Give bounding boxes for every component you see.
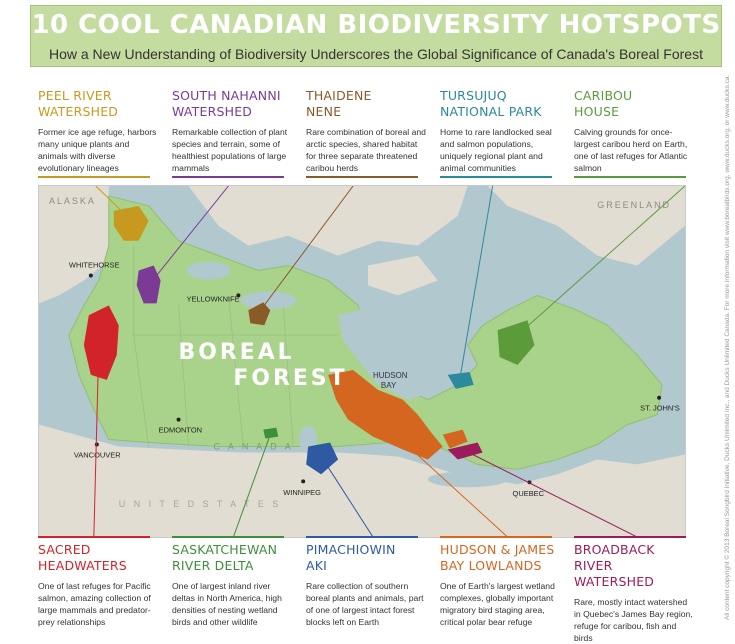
hotspot-saskatchewan-delta — [172, 542, 294, 628]
hotspot-description: One of last refuges for Pacific salmon, amazing collection of large mammals and predator-prey relationships — [38, 581, 151, 627]
hotspot-south-nahanni — [172, 88, 294, 174]
hotspot-sacred-headwaters — [38, 542, 160, 628]
hotspot-title — [172, 542, 294, 574]
title-line: THAIDENE — [306, 88, 372, 103]
city-dot — [177, 418, 181, 422]
title-line: SACRED — [38, 542, 91, 557]
title-line: RIVER DELTA — [172, 558, 254, 573]
header-banner — [30, 5, 722, 67]
city-vancouver: VANCOUVER — [73, 450, 121, 460]
title-line: CARIBOU — [574, 88, 633, 103]
divider — [574, 536, 686, 538]
hotspot-peel-river — [38, 88, 160, 174]
hotspot-description: Rare combination of boreal and arctic species, shared habitat for three separate threatened caribou herds — [306, 127, 426, 173]
page-title: 10 COOL CANADIAN BIODIVERSITY HOTSPOTS — [31, 10, 721, 40]
hotspot-title — [172, 88, 294, 120]
title-line: PEEL RIVER — [38, 88, 112, 103]
label-united-states: U N I T E D S T A T E S — [118, 499, 282, 510]
hotspot-pimachiowin-aki — [306, 542, 428, 628]
title-line: WATERSHED — [172, 104, 253, 119]
label-hudson-bay-1: HUDSON — [372, 370, 408, 380]
city-quebec: QUEBEC — [512, 489, 545, 499]
title-line: WATERSHED — [38, 104, 119, 119]
hotspot-description: One of largest inland river deltas in North America, high densities of nesting wetland birds and other wildlife — [172, 581, 282, 627]
divider — [440, 536, 552, 538]
divider — [38, 176, 150, 178]
divider — [306, 536, 418, 538]
divider — [172, 176, 284, 178]
page-subtitle: How a New Understanding of Biodiversity Underscores the Global Significance of Canada's Boreal Forest — [48, 46, 703, 62]
title-line: BROADBACK RIVER — [574, 542, 655, 573]
title-line: WATERSHED — [574, 574, 655, 589]
great-bear-lake — [187, 262, 231, 280]
hotspot-thaidene-nene — [306, 88, 428, 174]
label-canada: C A N A D A — [213, 441, 294, 452]
title-line: NATIONAL PARK — [440, 104, 542, 119]
hotspot-tursujuq — [440, 88, 562, 174]
hotspot-description: Calving grounds for once-largest caribou herd on Earth, one of last refuges for Atlantic salmon — [574, 127, 688, 173]
city-whitehorse: WHITEHORSE — [68, 260, 120, 270]
divider — [574, 176, 686, 178]
divider — [306, 176, 418, 178]
city-st-johns: ST. JOHN'S — [640, 403, 680, 413]
hotspot-hudson-james-bay — [440, 542, 562, 628]
city-dot — [301, 479, 305, 483]
title-line: BAY LOWLANDS — [440, 558, 542, 573]
hotspot-description: Rare, mostly intact watershed in Quebec's James Bay region, refuge for caribou, fish and birds — [574, 597, 693, 643]
hotspot-title — [440, 542, 562, 574]
hotspot-title — [306, 88, 428, 120]
hotspot-description: One of Earth's largest wetland complexes, globally important migratory bird staging area, critical polar bear refuge — [440, 581, 555, 627]
great-lakes — [428, 471, 508, 487]
city-dot — [95, 443, 99, 447]
copyright-note: All content copyright © 2013 Boreal Songbird Initiative, Ducks Unlimited Inc., and Ducks Unlimited Canada. For more information visit www.borealbirds.org, www.ducks.org, or www.ducks.ca. — [724, 74, 731, 620]
hotspot-description: Rare collection of southern boreal plants and animals, part of one of largest intact forest blocks left on Earth — [306, 581, 424, 627]
hotspot-caribou-house — [574, 88, 696, 174]
hotspot-title — [574, 542, 696, 590]
title-line: HOUSE — [574, 104, 620, 119]
title-line: TURSUJUQ — [440, 88, 507, 103]
label-greenland: GREENLAND — [597, 199, 672, 210]
title-line: PIMACHIOWIN — [306, 542, 396, 557]
title-line: SOUTH NAHANNI — [172, 88, 281, 103]
hotspot-broadback-river — [574, 542, 696, 644]
label-alaska: ALASKA — [48, 195, 96, 206]
divider — [38, 536, 150, 538]
label-boreal: BOREAL — [178, 340, 295, 366]
title-line: HEADWATERS — [38, 558, 127, 573]
divider — [440, 176, 552, 178]
hotspot-title — [38, 88, 160, 120]
label-forest: FOREST — [233, 365, 348, 391]
map-canada — [38, 185, 686, 538]
label-hudson-bay-2: BAY — [380, 380, 397, 390]
hotspot-title — [574, 88, 696, 120]
city-yellowknife: YELLOWKNIFE — [186, 294, 240, 304]
hotspot-description: Remarkable collection of plant species and terrain, some of healthiest populations of large mammals — [172, 127, 288, 173]
city-dot — [657, 396, 661, 400]
divider — [172, 536, 284, 538]
city-winnipeg: WINNIPEG — [283, 488, 321, 498]
title-line: NENE — [306, 104, 342, 119]
hotspot-title — [306, 542, 428, 574]
title-line: HUDSON & JAMES — [440, 542, 555, 557]
city-edmonton: EDMONTON — [158, 425, 203, 435]
hotspot-description: Former ice age refuge, harbors many unique plants and animals with diverse evolutionary lineages — [38, 127, 157, 173]
title-line: SASKATCHEWAN — [172, 542, 278, 557]
city-dot — [89, 274, 93, 278]
hotspot-title — [38, 542, 160, 574]
hotspot-description: Home to rare landlocked seal and salmon populations, uniquely regional plant and animal communities — [440, 127, 552, 173]
hotspot-title — [440, 88, 562, 120]
title-line: AKI — [306, 558, 328, 573]
